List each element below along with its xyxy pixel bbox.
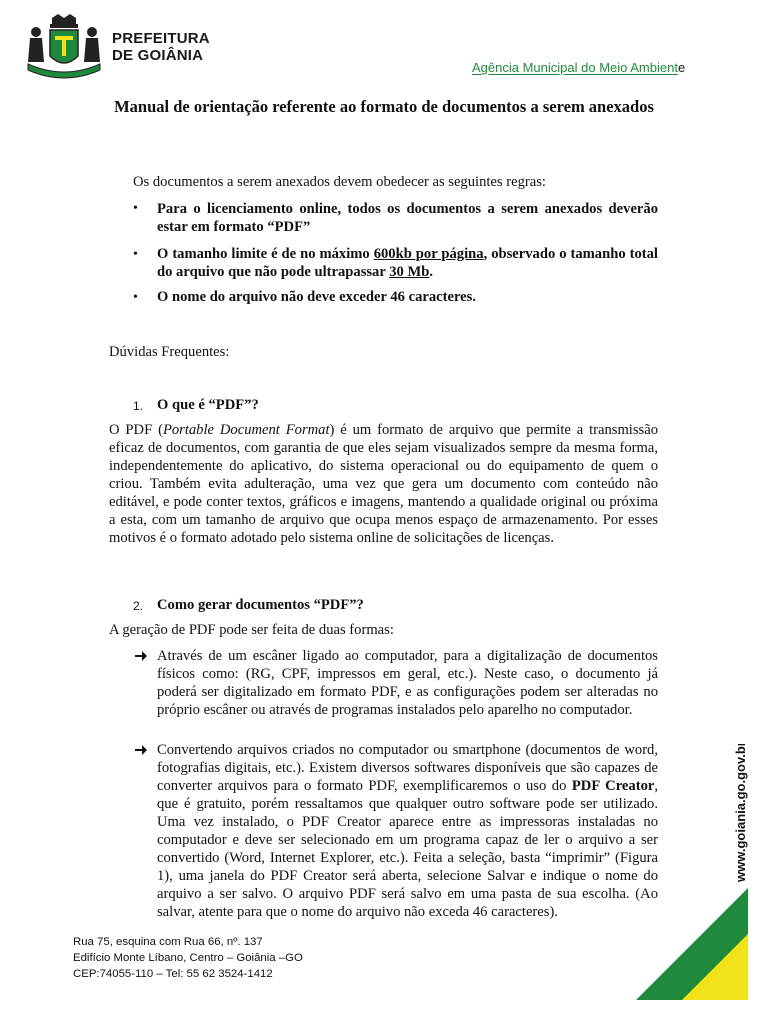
question-2-title: Como gerar documentos “PDF”? xyxy=(157,597,364,613)
rule-2-part-a: O tamanho limite é de no máximo xyxy=(157,246,374,262)
footer-line-2: Edifício Monte Líbano, Centro – Goiânia –GO xyxy=(73,952,303,964)
rule-2-page-limit: 600kb por página xyxy=(373,246,484,262)
footer-line-1: Rua 75, esquina com Rua 66, nº. 137 xyxy=(73,936,263,948)
question-1-number: 1. xyxy=(133,399,144,413)
answer-1-rest: ) é um formato de arquivo que permite a transmissão eficaz de documentos, com garantia de que eles sejam visualizados sempre da mesma forma, independentemente do aplicativo, do sistema operacional ou do equipamento de quem o criou. Também evita adulteração, uma vez que gera um documento com conteúdo não editável, e pode conter textos, gráficos e imagens, mantendo a qualidade original ou próxima a esta, com um tamanho de arquivo que ocupa menos espaço de armazenamento. Por esses motivos é o formato adotado pelo sistema online de solicitações de licenças. xyxy=(109,422,658,546)
answer-1-italic: Portable Document Format xyxy=(162,422,330,438)
rule-3: O nome do arquivo não deve exceder 46 caracteres. xyxy=(157,289,476,305)
rule-2 xyxy=(157,245,658,281)
rule-2-total-limit: 30 Mb xyxy=(389,264,430,280)
document-title: Manual de orientação referente ao formato de documentos a serem anexados xyxy=(114,97,654,116)
arrow-bullet-icon xyxy=(134,743,148,762)
website-url-text: www.goiania.go.gov.br xyxy=(733,744,748,882)
intro-text: Os documentos a serem anexados devem obedecer as seguintes regras: xyxy=(133,174,546,190)
agency-name xyxy=(472,60,685,75)
faq-heading: Dúvidas Frequentes: xyxy=(109,344,230,360)
method-1-scanner: Através de um escâner ligado ao computador, para a digitalização de documentos físicos como: (RG, CPF, impressos em geral, etc.). Neste caso, o documento já poderá ser digitalizado em formato PDF, e as configurações podem ser alteradas no próprio escâner ou através de programas instalados pelo aparelho no computador. xyxy=(157,648,658,718)
agency-name-main: Agência Municipal do Meio Ambient xyxy=(472,60,678,75)
method-2-converter xyxy=(157,741,658,921)
answer-1-start: O PDF ( xyxy=(109,422,163,438)
footer-address xyxy=(73,934,303,982)
bullet-dot: • xyxy=(133,290,138,305)
question-1-answer xyxy=(109,421,658,547)
method-2-part-a: Convertendo arquivos criados no computador ou smartphone (documentos de word, fotografias digitais, etc.). Existem diversos softwares disponíveis que são capazes de converter arquivos para o formato PDF, exemplificaremos o uso do xyxy=(157,742,658,794)
rule-1: Para o licenciamento online, todos os documentos a serem anexados deverão estar em formato “PDF” xyxy=(157,201,658,235)
website-url xyxy=(718,744,758,884)
logo-wordmark xyxy=(112,30,210,64)
corner-decoration xyxy=(636,888,748,1000)
question-1-title: O que é “PDF”? xyxy=(157,397,259,413)
agency-name-tail: e xyxy=(677,60,686,75)
arrow-bullet-icon xyxy=(134,649,148,668)
bullet-dot: • xyxy=(133,247,138,262)
method-2-part-b: , que é gratuito, porém ressaltamos que qualquer outro software pode ser utilizado. Uma vez instalado, o PDF Creator aparece entre as impressoras instaladas no computador e deve ser selecionado em um programa capaz de ler o arquivo a ser convertido (Word, Internet Explorer, etc.). Feita a seleção, basta “imprimir” (Figura 1), uma janela do PDF Creator será aberta, selecione Salvar e indique o nome do arquivo a ser salvo. O arquivo PDF será salvo em uma pasta de sua escolha. (Ao salvar, atente para que o nome do arquivo não exceda 46 caracteres). xyxy=(157,778,658,920)
question-2-intro: A geração de PDF pode ser feita de duas formas: xyxy=(109,622,394,638)
rule-2-part-c: , observado o tamanho total do arquivo que não pode ultrapassar xyxy=(157,246,658,280)
bullet-dot: • xyxy=(133,201,138,216)
footer-line-3: CEP:74055-110 – Tel: 55 62 3524-1412 xyxy=(73,968,273,980)
city-coat-of-arms-logo xyxy=(22,12,106,82)
question-2-number: 2. xyxy=(133,599,144,613)
logo-line-2: DE GOIÂNIA xyxy=(112,47,204,64)
method-2-pdf-creator: PDF Creator xyxy=(571,778,655,794)
logo-line-1: PREFEITURA xyxy=(112,30,210,47)
rule-2-part-e: . xyxy=(429,264,434,280)
